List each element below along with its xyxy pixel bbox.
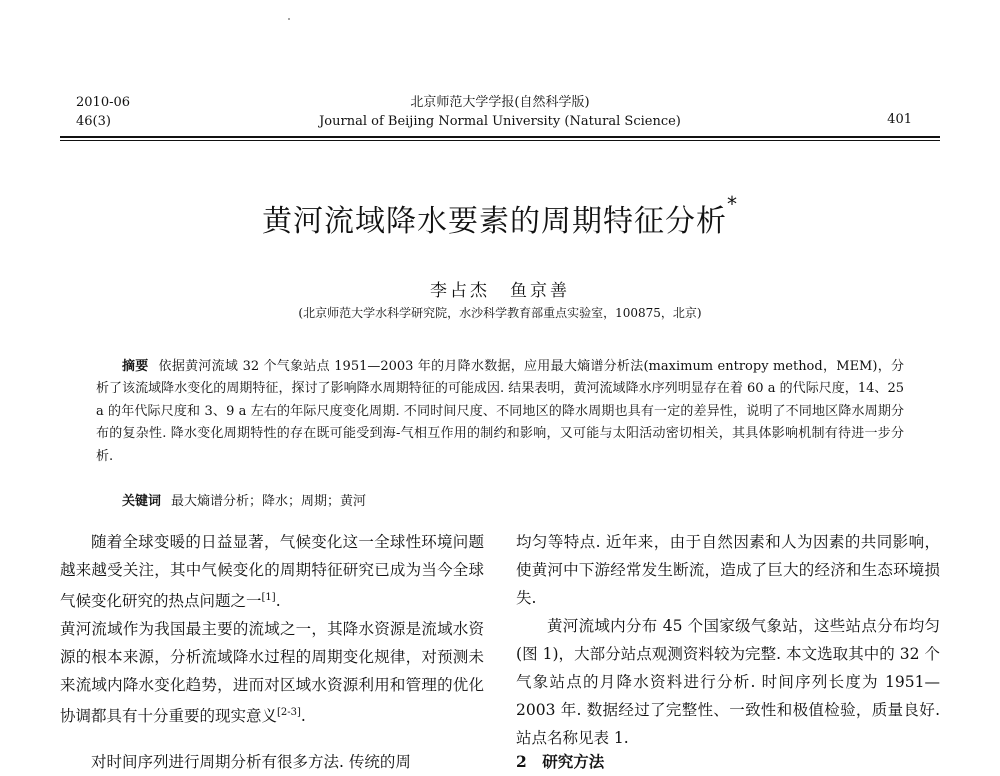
citation-2-3[interactable]: [2-3] xyxy=(277,707,301,719)
keywords-label: 关键词 xyxy=(122,494,162,509)
intro-paragraph-1-text: 随着全球变暖的日益显著，气候变化这一全球性环境问题越来越受关注，其中气候变化的周期特征研究已成为当今全球气候变化研究的热点问题之一 xyxy=(60,533,484,611)
abstract-label: 摘要 xyxy=(122,359,149,374)
title-footnote-mark: * xyxy=(727,192,738,216)
journal-name-cn: 北京师范大学学报(自然科学版) xyxy=(410,95,590,110)
issue-info xyxy=(76,93,130,131)
scan-speck xyxy=(288,18,290,20)
issue-date: 2010-06 xyxy=(76,95,131,110)
body-column-left xyxy=(60,528,484,730)
abstract xyxy=(96,356,904,468)
authors: 李占杰 鱼京善 xyxy=(430,281,570,301)
citation-1[interactable]: [1] xyxy=(261,592,276,603)
page-number: 401 xyxy=(887,112,912,127)
header-rule-thin xyxy=(60,140,940,141)
paper-title xyxy=(80,192,920,240)
keywords-text: 最大熵谱分析；降水；周期；黄河 xyxy=(171,494,367,509)
issue-volume: 46(3) xyxy=(76,114,111,129)
paper-title-text: 黄河流域降水要素的周期特征分析 xyxy=(262,204,727,239)
keywords xyxy=(122,490,366,509)
abstract-text: 依据黄河流域 32 个气象站点 1951—2003 年的月降水数据，应用最大熵谱分析法(maximum entropy method，MEM)，分析了该流域降水变化的周期特征，探讨了影响降水周期特征的可能成因. 结果表明，黄河流域降水序列明显存在着 60 a 的代际尺度，14、25 a 的年代际尺度和 3、9 a 左右的年际尺度变化周期. 不同时间尺度、不同地区的降水周期也具有一定的差异性，说明了不同地区降水周期分布的复杂性. 降水变化周期特性的存在既可能受到海-气相互作用的制约和影响，又可能与太阳活动密切相关，其具体影响机制有待进一步分析. xyxy=(96,359,904,464)
journal-name xyxy=(200,93,800,131)
affiliation: (北京师范大学水科学研究院，水沙科学教育部重点实验室，100875，北京) xyxy=(298,306,702,320)
intro-paragraph-1 xyxy=(60,528,484,615)
intro-paragraph-1-end: . xyxy=(275,592,281,611)
journal-name-en: Journal of Beijing Normal University (Natural Science) xyxy=(319,114,681,129)
header-rule-thick xyxy=(60,136,940,138)
section-heading-cut: 2 研究方法 xyxy=(516,752,605,771)
intro-paragraph-2 xyxy=(60,615,484,730)
study-area-paragraph-1: 均匀等特点. 近年来，由于自然因素和人为因素的共同影响，使黄河中下游经常发生断流，造成了巨大的经济和生态环境损失. xyxy=(516,533,940,607)
body-column-right xyxy=(516,528,940,752)
intro-paragraph-2-text: 黄河流域作为我国最主要的流域之一，其降水资源是流域水资源的根本来源，分析流域降水过程的周期变化规律，对预测未来流域内降水变化趋势，进而对区域水资源利用和管理的优化协调都具有十分重要的现实意义 xyxy=(60,620,484,726)
intro-paragraph-2-end: . xyxy=(300,707,306,726)
intro-paragraph-3-cut: 对时间序列进行周期分析有很多方法. 传统的周 xyxy=(60,753,411,771)
study-area-paragraph-2: 黄河流域内分布 45 个国家级气象站，这些站点分布均匀(图 1)，大部分站点观测资料较为完整. 本文选取其中的 32 个气象站点的月降水资料进行分析. 时间序列长度为 1951—2003 年. 数据经过了完整性、一致性和极值检验，质量良好. 站点名称见表 1. xyxy=(516,617,940,747)
